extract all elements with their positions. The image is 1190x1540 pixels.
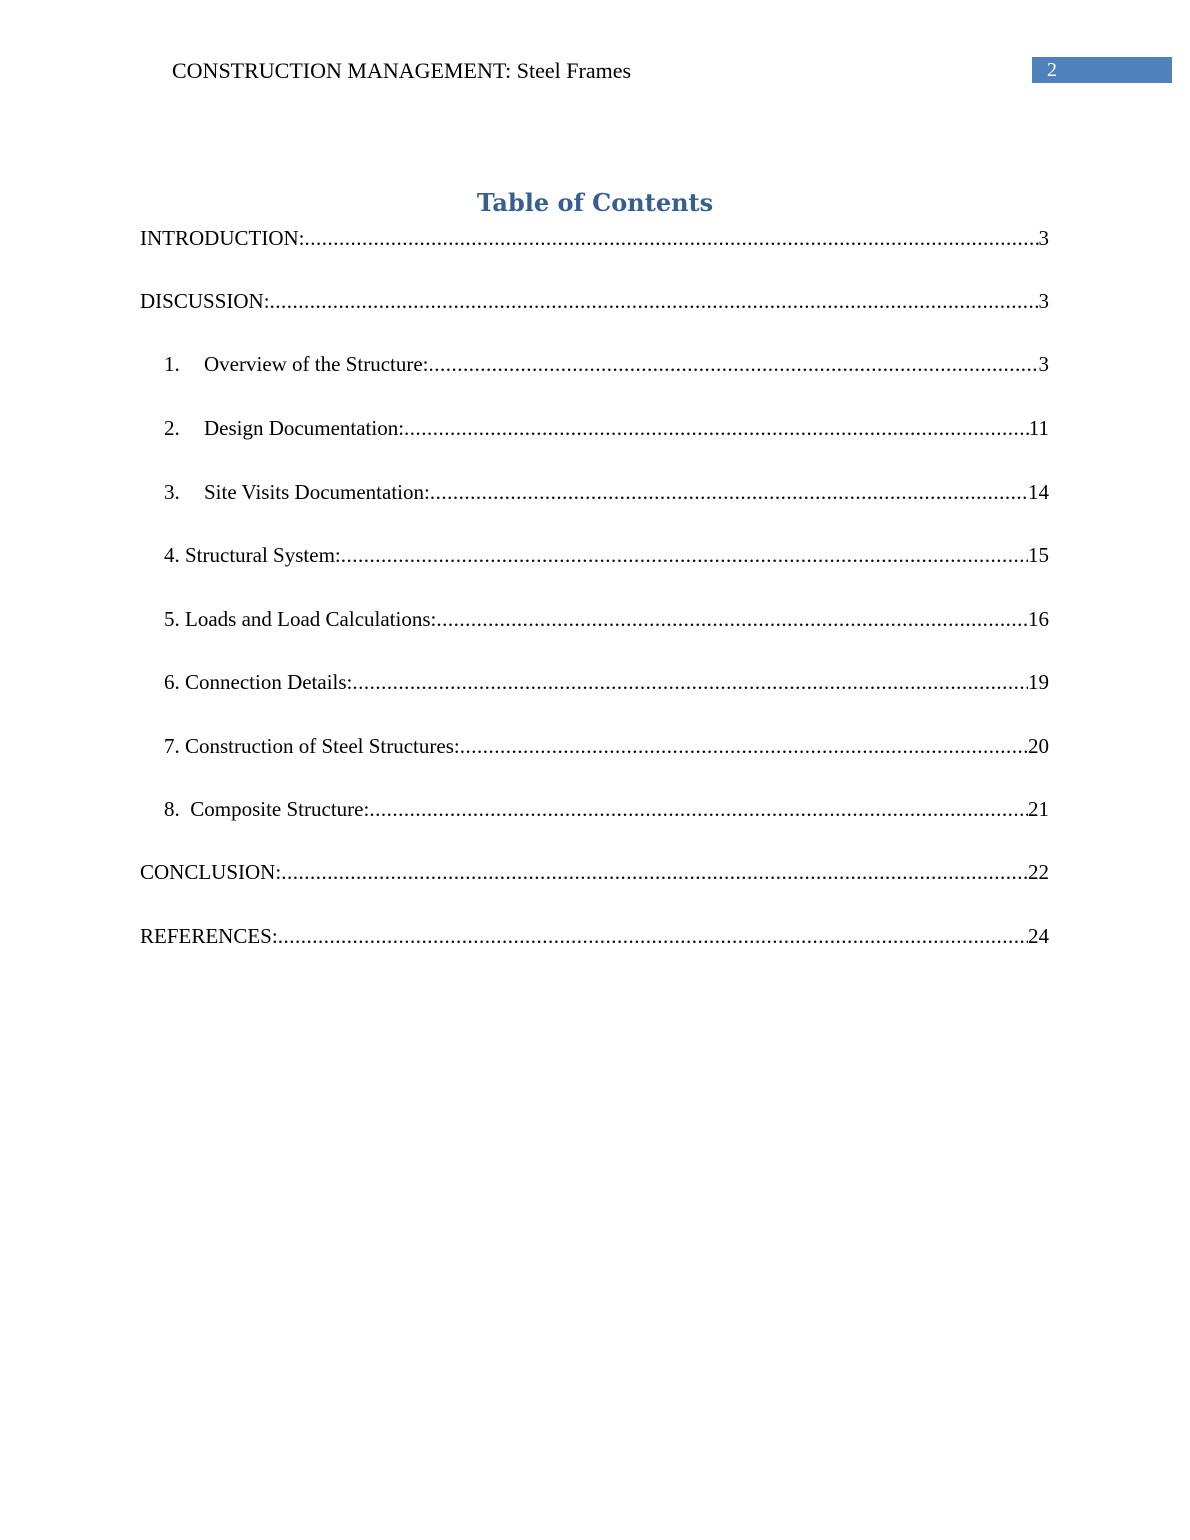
toc-entry-conclusion[interactable]	[140, 858, 1049, 886]
toc-entry-page: 11	[1028, 416, 1049, 440]
toc-entry-number: 3.	[164, 480, 180, 504]
toc-dot-leader	[270, 287, 1039, 315]
toc-entry-label: 4. Structural System:	[164, 543, 341, 567]
toc-entry-number: 1.	[164, 352, 180, 376]
toc-entry-label: REFERENCES:	[140, 924, 278, 948]
toc-entry-page: 24	[1028, 924, 1049, 948]
toc-dot-leader	[352, 668, 1028, 696]
toc-entry-label: CONCLUSION:	[140, 860, 282, 884]
toc-entry-page: 3	[1038, 226, 1049, 250]
toc-dot-leader	[460, 732, 1028, 760]
toc-entry-page: 14	[1028, 480, 1049, 504]
toc-entry-label: Site Visits Documentation:	[204, 480, 430, 504]
toc-entry-label: 6. Connection Details:	[164, 670, 353, 694]
toc-entry-label: 7. Construction of Steel Structures:	[164, 734, 460, 758]
toc-dot-leader	[281, 858, 1028, 886]
toc-entry-page: 3	[1038, 352, 1049, 376]
toc-dot-leader	[304, 224, 1038, 252]
toc-entry-site-visits-documentation[interactable]	[164, 478, 1049, 506]
toc-entry-number: 2.	[164, 416, 180, 440]
toc-entry-loads-and-load-calculations[interactable]	[164, 605, 1049, 633]
toc-entry-page: 20	[1028, 734, 1049, 758]
toc-entry-label: Overview of the Structure:	[204, 352, 429, 376]
toc-dot-leader	[436, 605, 1028, 633]
toc-dot-leader	[429, 350, 1039, 378]
toc-entry-label: INTRODUCTION:	[140, 226, 305, 250]
page-number-badge: 2	[1032, 57, 1172, 83]
toc-entry-introduction[interactable]	[140, 224, 1049, 252]
toc-entry-page: 19	[1028, 670, 1049, 694]
toc-entry-page: 15	[1028, 543, 1049, 567]
toc-entry-design-documentation[interactable]	[164, 414, 1049, 442]
toc-dot-leader	[369, 795, 1028, 823]
toc-entry-label: 5. Loads and Load Calculations:	[164, 607, 437, 631]
toc-entry-label: DISCUSSION:	[140, 289, 270, 313]
toc-dot-leader	[278, 922, 1028, 950]
toc-dot-leader	[404, 414, 1029, 442]
toc-heading: Table of Contents	[476, 188, 714, 217]
toc-entry-page: 22	[1028, 860, 1049, 884]
toc-entry-connection-details[interactable]	[164, 668, 1049, 696]
running-header-title: CONSTRUCTION MANAGEMENT: Steel Frames	[172, 58, 632, 83]
toc-entry-page: 3	[1038, 289, 1049, 313]
toc-dot-leader	[341, 541, 1028, 569]
toc-entry-composite-structure[interactable]	[164, 795, 1049, 823]
toc-entry-label: 8. Composite Structure:	[164, 797, 370, 821]
toc-entry-structural-system[interactable]	[164, 541, 1049, 569]
toc-entry-discussion[interactable]	[140, 287, 1049, 315]
toc-entry-construction-of-steel-structures[interactable]	[164, 732, 1049, 760]
toc-dot-leader	[430, 478, 1028, 506]
toc-entry-references[interactable]	[140, 922, 1049, 950]
toc-entry-label: Design Documentation:	[204, 416, 405, 440]
toc-entry-page: 21	[1028, 797, 1049, 821]
toc-entry-page: 16	[1028, 607, 1049, 631]
toc-entry-overview-of-the-structure[interactable]	[164, 350, 1049, 378]
